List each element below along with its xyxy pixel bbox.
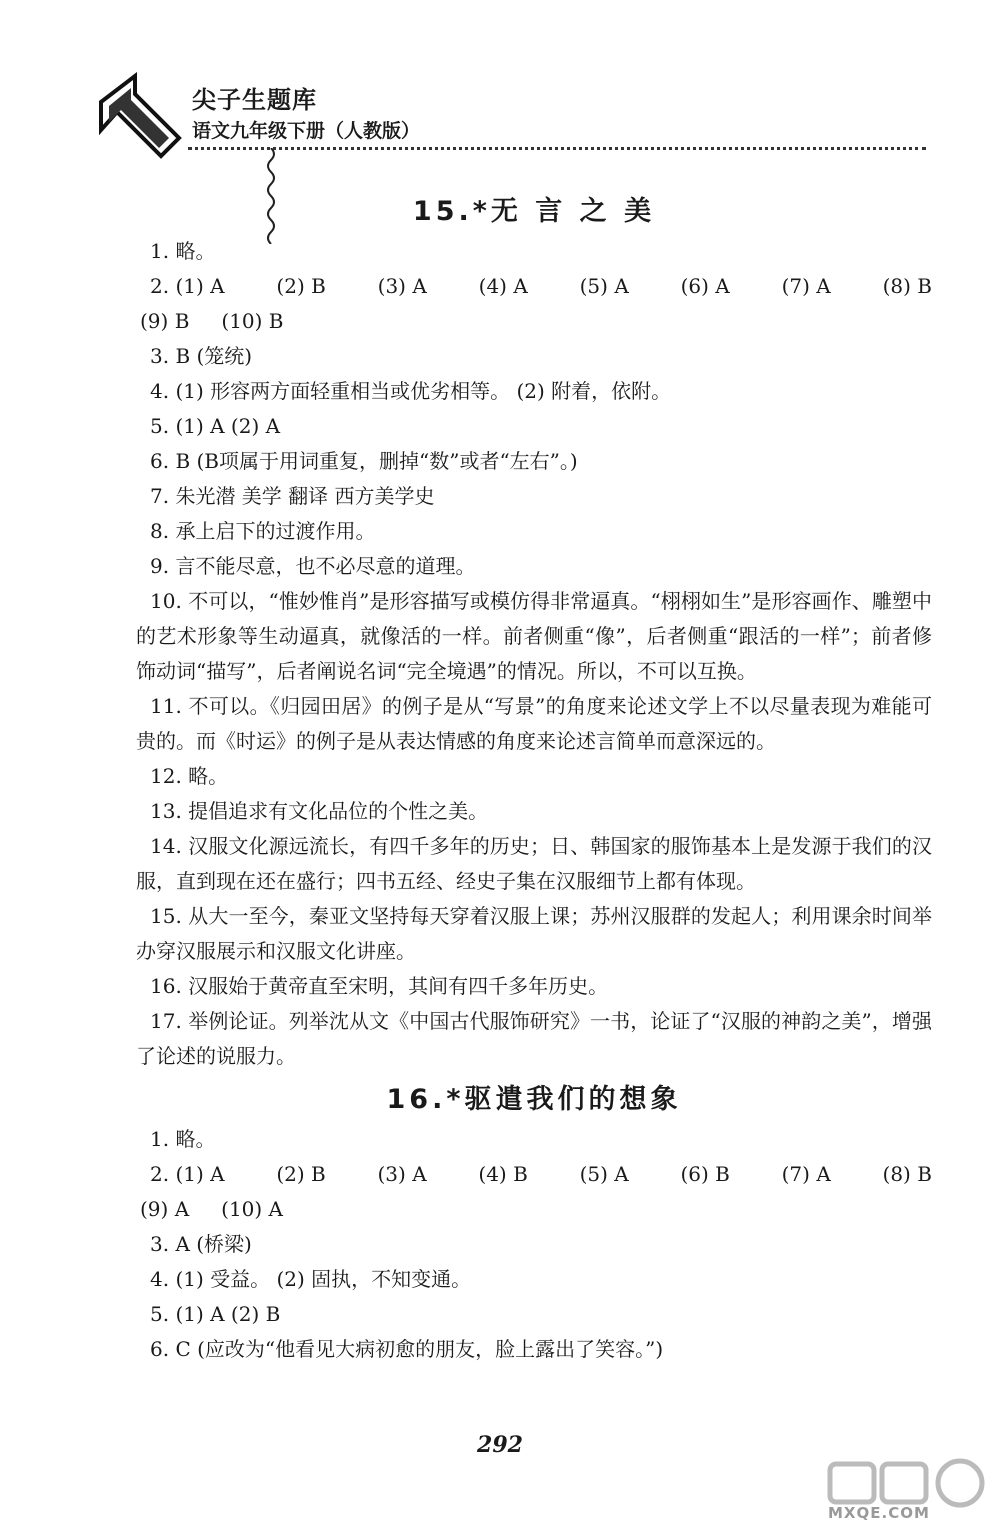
answer-content: [136, 190, 932, 1367]
s16-q2-item: (10) A: [221, 1197, 283, 1221]
s15-answer-6: 6. B (B项属于用词重复，删掉“数”或者“左右”。): [150, 449, 578, 473]
page-number: 292: [477, 1432, 523, 1458]
book-subtitle: 语文九年级下册（人教版）: [192, 120, 421, 142]
s15-answer-9: 9. 言不能尽意，也不必尽意的道理。: [150, 554, 476, 578]
section-title-15: 15.*无 言 之 美: [412, 196, 656, 227]
s16-answer-2: [136, 1157, 932, 1192]
s16-answer-4: 4. (1) 受益。 (2) 固执，不知变通。: [150, 1267, 472, 1291]
s15-answer-5: 5. (1) A (2) A: [150, 414, 281, 438]
s15-answer-3: 3. B (笼统): [150, 344, 253, 368]
s15-q2-item: (2) B: [276, 274, 326, 298]
s15-q2-item: (8) B: [882, 274, 932, 298]
s15-answer-1: 1. 略。: [150, 239, 216, 263]
s15-answer-4: 4. (1) 形容两方面轻重相当或优劣相等。 (2) 附着，依附。: [150, 379, 672, 403]
s16-q2-item: (4) B: [478, 1162, 528, 1186]
section-title-16: 16.*驱遣我们的想象: [386, 1084, 682, 1115]
s16-q2-item: 2. (1) A: [150, 1162, 225, 1186]
s16-answer-5: 5. (1) A (2) B: [150, 1302, 281, 1326]
watermark-text: MXQE.COM: [828, 1504, 930, 1522]
s16-answer-6: 6. C (应改为“他看见大病初愈的朋友，脸上露出了笑容。”): [150, 1337, 664, 1361]
s15-answer-2: [136, 269, 932, 304]
s15-q2-item: (7) A: [781, 274, 831, 298]
arrow-logo-icon: [95, 72, 183, 182]
s15-answer-14: 14. 汉服文化源远流长，有四千多年的历史；日、韩国家的服饰基本上是发源于我们的汉服，直到现在还在盛行；四书五经、经史子集在汉服细节上都有体现。: [136, 834, 932, 893]
s16-answer-1: 1. 略。: [150, 1127, 216, 1151]
s16-q2-item: (6) B: [680, 1162, 730, 1186]
s15-answer-17: 17. 举例论证。列举沈从文《中国古代服饰研究》一书，论证了“汉服的神韵之美”，增强了论述的说服力。: [136, 1009, 932, 1068]
s16-q2-item: (9) A: [140, 1197, 190, 1221]
s16-answer-3: 3. A (桥梁): [150, 1232, 252, 1256]
s16-q2-item: (2) B: [276, 1162, 326, 1186]
s15-answer-2-cont: [136, 304, 932, 339]
brand-title: 尖子生题库: [192, 86, 317, 114]
header-dotted-rule: [188, 147, 926, 150]
s15-answer-12: 12. 略。: [150, 764, 229, 788]
s15-answer-15: 15. 从大一至今，秦亚文坚持每天穿着汉服上课；苏州汉服群的发起人；利用课余时间举办穿汉服展示和汉服文化讲座。: [136, 904, 932, 963]
s16-q2-item: (5) A: [579, 1162, 629, 1186]
s15-q2-item: 2. (1) A: [150, 274, 225, 298]
s15-answer-7: 7. 朱光潜 美学 翻译 西方美学史: [150, 484, 435, 508]
s15-q2-item: (9) B: [140, 309, 190, 333]
s15-answer-16: 16. 汉服始于黄帝直至宋明，其间有四千多年历史。: [150, 974, 609, 998]
s15-answer-11: 11. 不可以。《归园田居》的例子是从“写景”的角度来论述文学上不以尽量表现为难能可贵的。而《时运》的例子是从表达情感的角度来论述言简单而意深远的。: [136, 694, 932, 753]
s16-q2-item: (8) B: [882, 1162, 932, 1186]
s16-q2-item: (3) A: [377, 1162, 427, 1186]
s15-answer-10: 10. 不可以，“惟妙惟肖”是形容描写或模仿得非常逼真。“栩栩如生”是形容画作、雕塑中的艺术形象等生动逼真，就像活的一样。前者侧重“像”，后者侧重“跟活的一样”；前者修饰动词“描写”，后者阐说名词“完全境遇”的情况。所以，不可以互换。: [136, 589, 932, 683]
s16-answer-2-cont: [136, 1192, 932, 1227]
s15-q2-item: (4) A: [478, 274, 528, 298]
s15-q2-item: (5) A: [579, 274, 629, 298]
s15-answer-13: 13. 提倡追求有文化品位的个性之美。: [150, 799, 489, 823]
s15-q2-item: (3) A: [377, 274, 427, 298]
s16-q2-item: (7) A: [781, 1162, 831, 1186]
s15-answer-8: 8. 承上启下的过渡作用。: [150, 519, 376, 543]
s15-q2-item: (10) B: [221, 309, 284, 333]
s15-q2-item: (6) A: [680, 274, 730, 298]
